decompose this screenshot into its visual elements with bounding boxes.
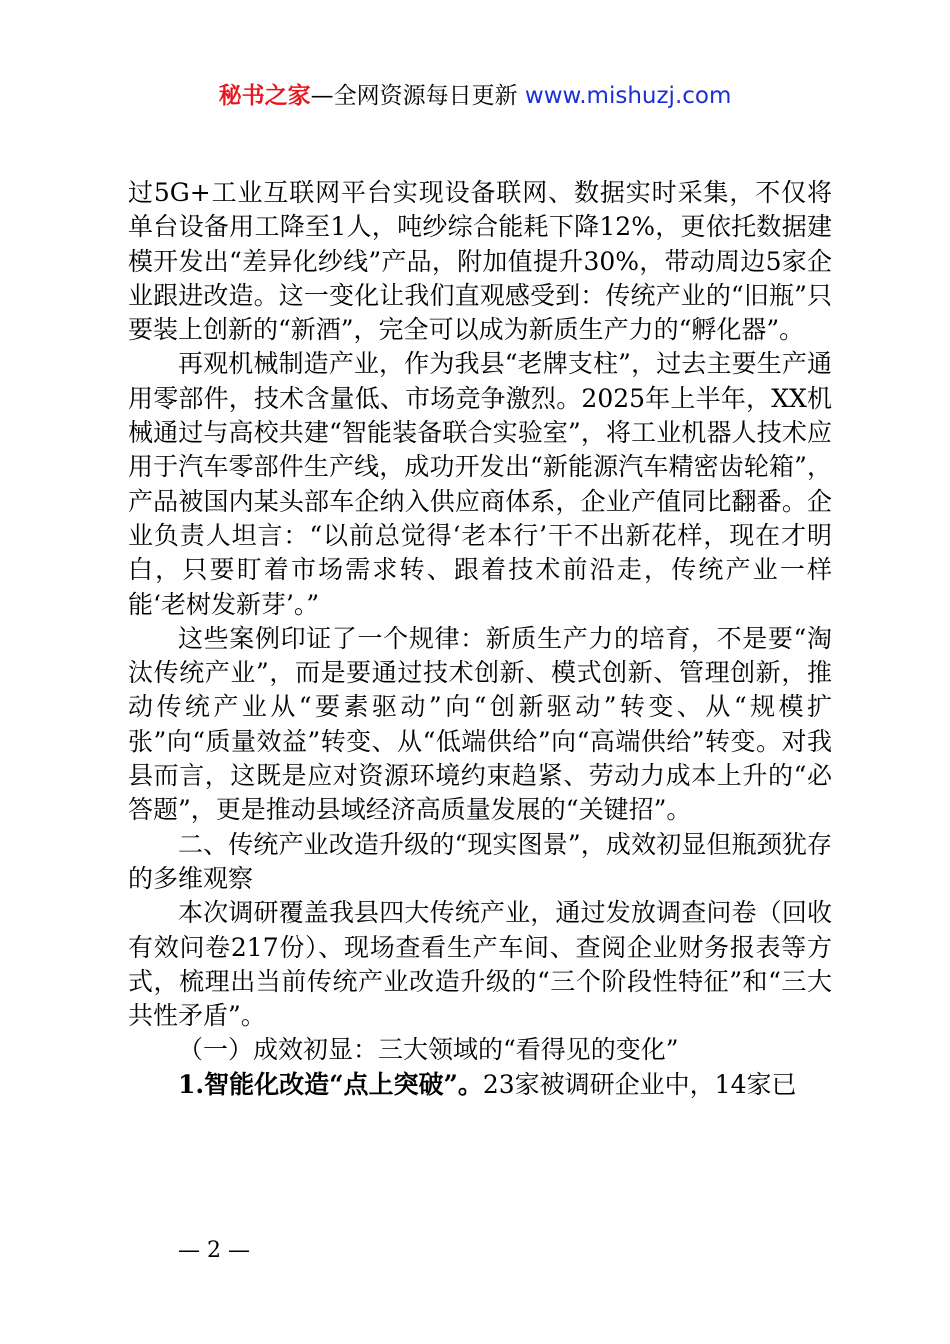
paragraph <box>128 1068 832 1102</box>
paragraph: 过5G+工业互联网平台实现设备联网、数据实时采集，不仅将单台设备用工降至1人，吨纱综合能耗下降12%，更依托数据建模开发出“差异化纱线”产品，附加值提升30%，带动周边5家企业跟进改造。这一变化让我们直观感受到：传统产业的“旧瓶”只要装上创新的“新酒”，完全可以成为新质生产力的“孵化器”。 <box>128 178 832 345</box>
paragraph-text: 23家被调研企业中，14家已 <box>482 1069 797 1099</box>
section-heading: 二、传统产业改造升级的“现实图景”，成效初显但瓶颈犹存的多维观察 <box>128 829 832 893</box>
brand-name: 秘书之家 <box>218 83 311 109</box>
paragraph: 这些案例印证了一个规律：新质生产力的培育，不是要“淘汰传统产业”，而是要通过技术创新、模式创新、管理创新，推动传统产业从“要素驱动”向“创新驱动”转变、从“规模扩张”向“质量效益”转变、从“低端供给”向“高端供给”转变。对我县而言，这既是应对资源环境约束趋紧、劳动力成本上升的“必答题”，更是推动县域经济高质量发展的“关键招”。 <box>128 623 832 825</box>
subsection-heading: （一）成效初显：三大领域的“看得见的变化” <box>178 1035 679 1065</box>
paragraph: 再观机械制造产业，作为我县“老牌支柱”，过去主要生产通用零部件，技术含量低、市场竞争激烈。2025年上半年，XX机械通过与高校共建“智能装备联合实验室”，将工业机器人技术应用于汽车零部件生产线，成功开发出“新能源汽车精密齿轮箱”，产品被国内某头部车企纳入供应商体系，企业产值同比翻番。企业负责人坦言：“以前总觉得‘老本行’干不出新花样，现在才明白，只要盯着市场需求转、跟着技术前沿走，传统产业一样能‘老树发新芽’。” <box>128 349 832 619</box>
site-header <box>0 80 950 112</box>
bold-lead: 1.智能化改造“点上突破”。 <box>178 1069 483 1099</box>
header-tagline: —全网资源每日更新 <box>310 83 518 109</box>
site-url[interactable]: www.mishuzj.com <box>524 83 732 109</box>
paragraph: 本次调研覆盖我县四大传统产业，通过发放调查问卷（回收有效问卷217份）、现场查看生产车间、查阅企业财务报表等方式，梳理出当前传统产业改造升级的“三个阶段性特征”和“三大共性矛盾”。 <box>128 898 832 1031</box>
document-body <box>128 176 832 1102</box>
page-number: — 2 — <box>178 1238 250 1263</box>
